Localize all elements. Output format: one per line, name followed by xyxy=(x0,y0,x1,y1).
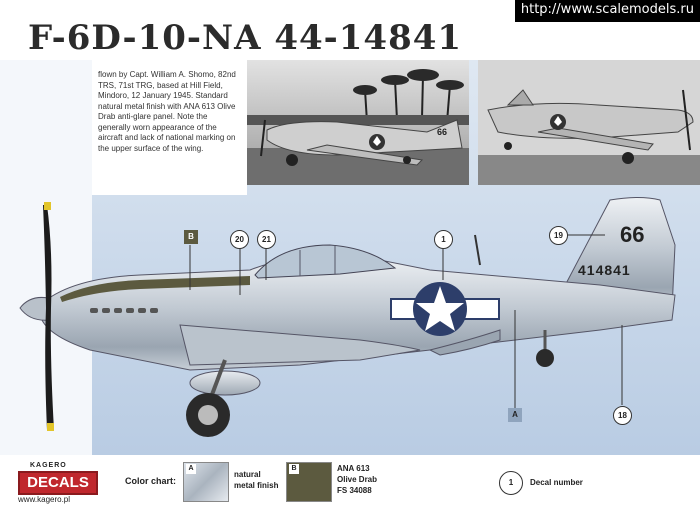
swatch-letter-b: B xyxy=(289,464,299,474)
brand-kagero: KAGERO xyxy=(30,462,67,469)
swatch-natural-metal xyxy=(183,462,229,502)
swatch-olive-drab xyxy=(286,462,332,502)
watermark-url[interactable]: http://www.scalemodels.ru xyxy=(515,0,700,22)
aircraft-profile xyxy=(0,190,700,455)
svg-text:66: 66 xyxy=(437,127,448,137)
swatch-b-line2: Olive Drab xyxy=(337,475,378,484)
swatch-letter-a: A xyxy=(186,464,196,474)
swatch-b-line1: ANA 613 xyxy=(337,464,370,473)
fin-code: 66 xyxy=(620,222,645,247)
color-label-b: B xyxy=(184,230,198,244)
callout-20: 20 xyxy=(230,230,249,249)
swatch-b-line3: FS 34088 xyxy=(337,486,372,495)
reference-photo-1 xyxy=(247,60,469,185)
decal-number-legend-label: Decal number xyxy=(530,478,583,487)
decal-number-legend-circle: 1 xyxy=(499,471,523,495)
reference-photo-2 xyxy=(478,60,700,185)
callout-1: 1 xyxy=(434,230,453,249)
callout-18: 18 xyxy=(613,406,632,425)
callout-21: 21 xyxy=(257,230,276,249)
caption-text: flown by Capt. William A. Shomo, 82nd TRS, 71st TRG, based at Hill Field, Mindoro, 12 January 1945. Standard natural metal finish with ANA 613 Olive Drab anti-glare panel. Note the generally worn appearance of the aircraft and lack of national marking on the upper surface of the wing. xyxy=(98,70,236,153)
callout-19: 19 xyxy=(549,226,568,245)
brand-logo: DECALS xyxy=(18,471,98,495)
color-chart-label: Color chart: xyxy=(125,476,177,486)
swatch-a-line1: natural xyxy=(234,470,261,479)
brand-url: www.kagero.pl xyxy=(18,495,71,504)
page-title: F-6D-10-NA 44-14841 xyxy=(28,18,463,58)
color-label-a: A xyxy=(508,408,522,422)
tail-serial: 414841 xyxy=(578,262,631,278)
swatch-a-line2: metal finish xyxy=(234,481,279,490)
